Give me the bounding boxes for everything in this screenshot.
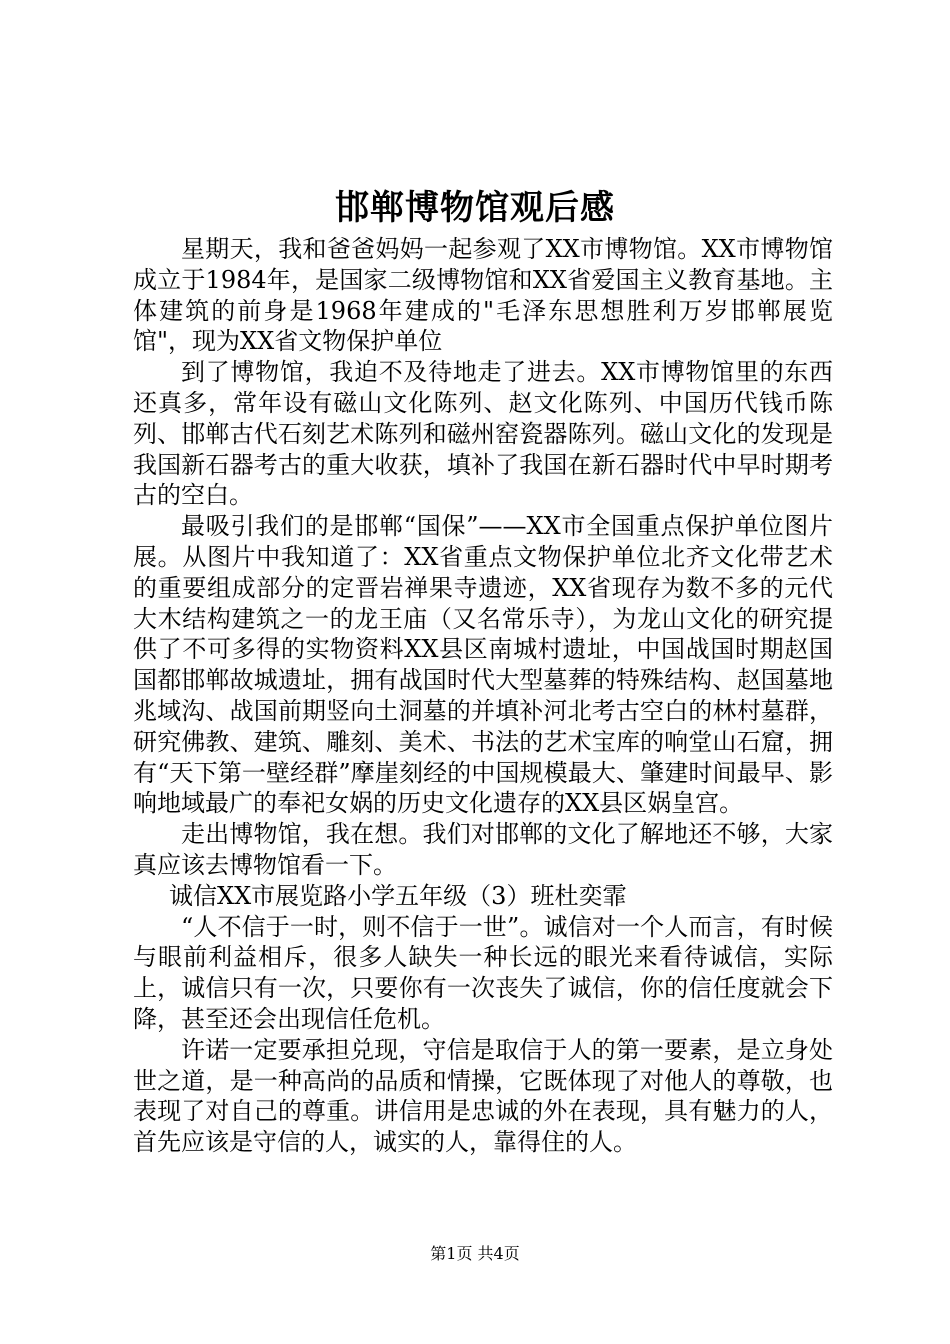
paragraph: 星期天，我和爸爸妈妈一起参观了XX市博物馆。XX市博物馆成立于1984年，是国家二级博物馆和XX省爱国主义教育基地。主体建筑的前身是1968年建成的"毛泽东思想胜利万岁邯郸展览馆"，现为XX省文物保护单位 (133, 235, 833, 356)
document-title: 邯郸博物馆观后感 (335, 188, 615, 228)
author-signature-line: 诚信XX市展览路小学五年级（3）班杜奕霏 (169, 881, 627, 910)
document-body (133, 234, 833, 1158)
paragraph: “人不信于一时，则不信于一世”。诚信对一个人而言，有时候与眼前利益相斥，很多人缺失一种长远的眼光来看待诚信，实际上，诚信只有一次，只要你有一次丧失了诚信，你的信任度就会下降，甚至还会出现信任危机。 (133, 912, 833, 1033)
paragraph: 许诺一定要承担兑现，守信是取信于人的第一要素，是立身处世之道，是一种高尚的品质和情操，它既体现了对他人的尊敬，也表现了对自己的尊重。讲信用是忠诚的外在表现，具有魅力的人，首先应该是守信的人，诚实的人，靠得住的人。 (133, 1035, 833, 1157)
page-number-footer: 第1页 共4页 (430, 1244, 520, 1263)
paragraph: 到了博物馆，我迫不及待地走了进去。XX市博物馆里的东西还真多，常年设有磁山文化陈列、赵文化陈列、中国历代钱币陈列、邯郸古代石刻艺术陈列和磁州窑瓷器陈列。磁山文化的发现是我国新石器考古的重大收获，填补了我国在新石器时代中早时期考古的空白。 (133, 358, 833, 510)
paragraph: 最吸引我们的是邯郸“国保”——XX市全国重点保护单位图片展。从图片中我知道了：XX省重点文物保护单位北齐文化带艺术的重要组成部分的定晋岩禅果寺遗迹，XX省现存为数不多的元代大木结构建筑之一的龙王庙（又名常乐寺），为龙山文化的研究提供了不可多得的实物资料XX县区南城村遗址，中国战国时期赵国国都邯郸故城遗址，拥有战国时代大型墓葬的特殊结构、赵国墓地兆域沟、战国前期竖向土洞墓的并填补河北考古空白的林村墓群，研究佛教、建筑、雕刻、美术、书法的艺术宝库的响堂山石窟，拥有“天下第一壁经群”摩崖刻经的中国规模最大、肇建时间最早、影响地域最广的奉祀女娲的历史文化遗存的XX县区娲皇宫。 (133, 512, 833, 818)
paragraph: 走出博物馆，我在想。我们对邯郸的文化了解地还不够，大家真应该去博物馆看一下。 (133, 820, 833, 879)
